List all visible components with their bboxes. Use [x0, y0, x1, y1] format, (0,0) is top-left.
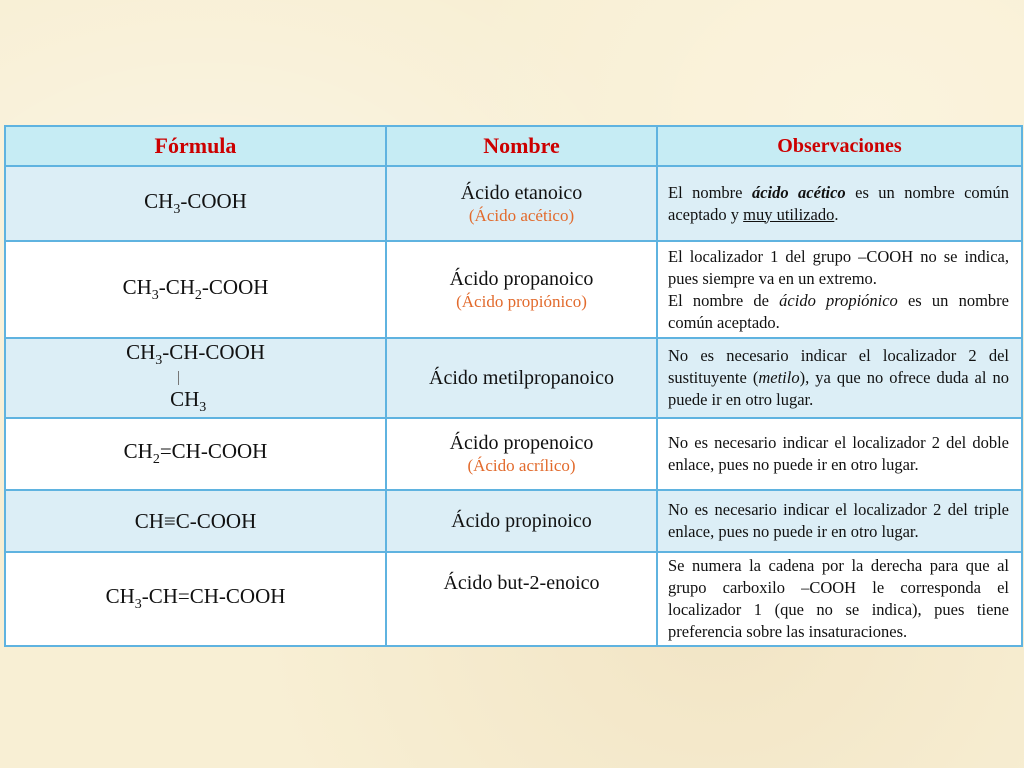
- formula: CH≡C-COOH: [134, 508, 257, 533]
- branch-bond: [178, 371, 179, 385]
- formula-cell: [5, 166, 386, 241]
- name-cell: [386, 338, 657, 418]
- table-row: [5, 166, 1022, 241]
- observation-cell: [657, 166, 1022, 241]
- table-row: [5, 241, 1022, 338]
- formula: $CH_3$-COOH: [144, 188, 247, 218]
- formula-cell: [5, 552, 386, 646]
- observation-text: No es necesario indicar el localizador 2 del doble enlace, pues no puede ir en otro lugar.: [668, 433, 1009, 474]
- table-row: [5, 490, 1022, 552]
- acids-table: [4, 125, 1023, 647]
- formula-cell: [5, 490, 386, 552]
- observation-text: El nombre de ácido propiónico es un nombre común aceptado.: [668, 290, 1009, 332]
- name-cell: [386, 490, 657, 552]
- formula: $CH_3-CH=CH$-COOH: [105, 584, 286, 613]
- name-cell: [386, 241, 657, 338]
- observation-text: No es necesario indicar el localizador 2 del sustituyente (metilo), ya que no ofrece duda al no puede ir en otro lugar.: [668, 346, 1009, 409]
- iupac-name: Ácido etanoico: [460, 181, 583, 204]
- common-name: (Ácido propiónico): [456, 291, 587, 311]
- observation-cell: [657, 490, 1022, 552]
- observation-text: No es necesario indicar el localizador 2 del triple enlace, pues no puede ir en otro lugar.: [668, 500, 1009, 541]
- table-row: [5, 418, 1022, 490]
- formula-cell: [5, 241, 386, 338]
- iupac-name: Ácido metilpropanoico: [429, 367, 614, 389]
- branched-formula: $CH_3-CH$-COOH $CH_3$: [126, 339, 265, 416]
- observation-text: El localizador 1 del grupo –COOH no se indica, pues siempre va en un extremo.: [668, 246, 1009, 288]
- observation-cell: [657, 338, 1022, 418]
- observation-text: El nombre ácido acético es un nombre común aceptado y muy utilizado.: [668, 182, 1009, 224]
- table-row: [5, 338, 1022, 418]
- name-cell: [386, 418, 657, 490]
- name-cell: [386, 552, 657, 646]
- header-observaciones: Observaciones: [657, 126, 1022, 166]
- common-name: (Ácido acrílico): [467, 456, 576, 475]
- table-row: [5, 552, 1022, 646]
- formula-cell: [5, 418, 386, 490]
- name-cell: [386, 166, 657, 241]
- iupac-name: Ácido but-2-enoico: [443, 572, 600, 594]
- header-nombre: Nombre: [386, 126, 657, 166]
- formula: $CH_2=CH$-COOH: [123, 439, 268, 468]
- observation-cell: [657, 241, 1022, 338]
- iupac-name: Ácido propanoico: [449, 267, 594, 290]
- formula-cell: [5, 338, 386, 418]
- formula: $CH_3-CH_2$-COOH: [122, 274, 269, 304]
- table-header-row: [5, 126, 1022, 166]
- iupac-name: Ácido propinoico: [451, 510, 592, 532]
- observation-cell: [657, 418, 1022, 490]
- observation-cell: [657, 552, 1022, 646]
- observation-text: Se numera la cadena por la derecha para que al grupo carboxilo –COOH le corresponda el localizador 1 (que no se indica), pues tiene preferencia sobre las insaturaciones.: [668, 556, 1009, 641]
- common-name: (Ácido acético): [468, 205, 575, 225]
- header-formula: Fórmula: [5, 126, 386, 166]
- iupac-name: Ácido propenoico: [449, 432, 594, 454]
